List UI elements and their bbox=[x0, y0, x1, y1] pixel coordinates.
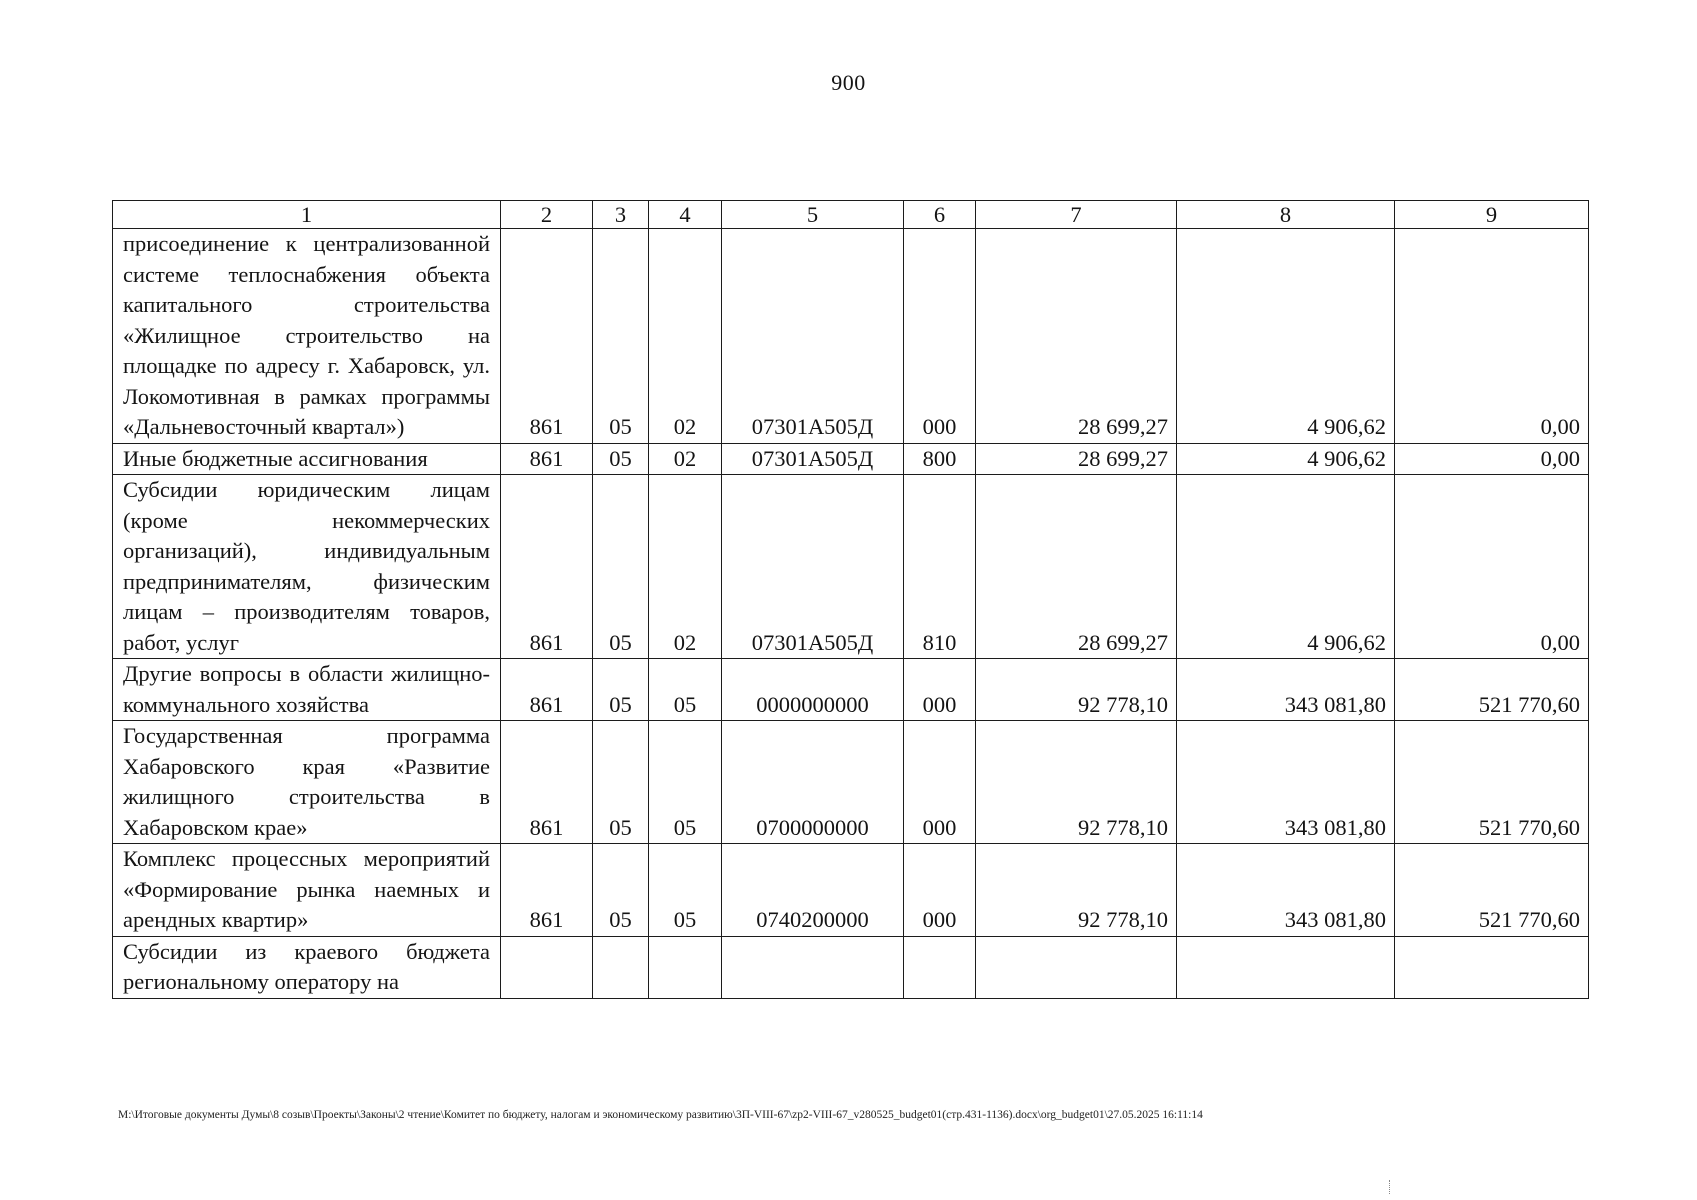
cell-col9: 521 770,60 bbox=[1395, 659, 1589, 721]
cell-col4 bbox=[649, 936, 722, 998]
page-number: 900 bbox=[831, 70, 866, 95]
cell-col5: 0000000000 bbox=[722, 659, 904, 721]
row-name: Иные бюджетные ассигнования bbox=[113, 443, 501, 475]
cell-col8: 343 081,80 bbox=[1177, 844, 1395, 937]
cell-col8: 343 081,80 bbox=[1177, 659, 1395, 721]
cell-col8: 4 906,62 bbox=[1177, 443, 1395, 475]
cell-col2: 861 bbox=[501, 659, 593, 721]
column-header: 9 bbox=[1395, 201, 1589, 229]
scan-artifact bbox=[1389, 1180, 1392, 1194]
row-name: Субсидии из краевого бюджета региональному оператору на bbox=[113, 936, 501, 998]
table-row bbox=[113, 229, 1589, 444]
cell-col2: 861 bbox=[501, 443, 593, 475]
column-header: 2 bbox=[501, 201, 593, 229]
cell-col6 bbox=[904, 936, 976, 998]
cell-col9: 0,00 bbox=[1395, 475, 1589, 659]
table-row bbox=[113, 659, 1589, 721]
cell-col5: 0740200000 bbox=[722, 844, 904, 937]
cell-col4: 05 bbox=[649, 844, 722, 937]
column-header: 3 bbox=[593, 201, 649, 229]
cell-col4: 02 bbox=[649, 475, 722, 659]
table-row bbox=[113, 475, 1589, 659]
cell-col8 bbox=[1177, 936, 1395, 998]
cell-col9: 0,00 bbox=[1395, 229, 1589, 444]
cell-col8: 4 906,62 bbox=[1177, 229, 1395, 444]
cell-col3: 05 bbox=[593, 443, 649, 475]
cell-col9: 521 770,60 bbox=[1395, 844, 1589, 937]
cell-col9 bbox=[1395, 936, 1589, 998]
cell-col5: 07301А505Д bbox=[722, 475, 904, 659]
cell-col4: 02 bbox=[649, 229, 722, 444]
cell-col4: 05 bbox=[649, 659, 722, 721]
cell-col7: 92 778,10 bbox=[976, 844, 1177, 937]
cell-col3: 05 bbox=[593, 475, 649, 659]
cell-col7: 92 778,10 bbox=[976, 659, 1177, 721]
cell-col9: 0,00 bbox=[1395, 443, 1589, 475]
row-name: Государственная программа Хабаровского края «Развитие жилищного строительства в Хабаровском крае» bbox=[113, 721, 501, 844]
table-header-row bbox=[113, 201, 1589, 229]
cell-col2: 861 bbox=[501, 475, 593, 659]
budget-table bbox=[112, 200, 1589, 999]
cell-col8: 4 906,62 bbox=[1177, 475, 1395, 659]
cell-col2: 861 bbox=[501, 844, 593, 937]
footer-file-path: M:\Итоговые документы Думы\8 созыв\Проекты\Законы\2 чтение\Комитет по бюджету, налогам и экономическому развитию\3П-VIII-67\zp2-VIII-67_v280525_budget01(стр.431-1136).docx\org_budget01\27.05.2025 16:11:14 bbox=[118, 1109, 1203, 1121]
cell-col5: 07301А505Д bbox=[722, 229, 904, 444]
cell-col3: 05 bbox=[593, 659, 649, 721]
table-row bbox=[113, 721, 1589, 844]
cell-col7 bbox=[976, 936, 1177, 998]
cell-col3: 05 bbox=[593, 721, 649, 844]
cell-col4: 02 bbox=[649, 443, 722, 475]
cell-col3 bbox=[593, 936, 649, 998]
cell-col6: 800 bbox=[904, 443, 976, 475]
cell-col9: 521 770,60 bbox=[1395, 721, 1589, 844]
cell-col6: 000 bbox=[904, 229, 976, 444]
cell-col8: 343 081,80 bbox=[1177, 721, 1395, 844]
column-header: 4 bbox=[649, 201, 722, 229]
row-name: Другие вопросы в области жилищно-коммунального хозяйства bbox=[113, 659, 501, 721]
cell-col3: 05 bbox=[593, 844, 649, 937]
cell-col6: 000 bbox=[904, 844, 976, 937]
table-row bbox=[113, 443, 1589, 475]
cell-col3: 05 bbox=[593, 229, 649, 444]
cell-col2: 861 bbox=[501, 229, 593, 444]
cell-col7: 92 778,10 bbox=[976, 721, 1177, 844]
column-header: 7 bbox=[976, 201, 1177, 229]
cell-col5 bbox=[722, 936, 904, 998]
column-header: 8 bbox=[1177, 201, 1395, 229]
cell-col5: 0700000000 bbox=[722, 721, 904, 844]
cell-col6: 000 bbox=[904, 659, 976, 721]
row-name: Комплекс процессных мероприятий «Формирование рынка наемных и арендных квартир» bbox=[113, 844, 501, 937]
row-name: Субсидии юридическим лицам (кроме некоммерческих организаций), индивидуальным предпринимателям, физическим лицам – производителям товаров, работ, услуг bbox=[113, 475, 501, 659]
column-header: 6 bbox=[904, 201, 976, 229]
cell-col2 bbox=[501, 936, 593, 998]
cell-col2: 861 bbox=[501, 721, 593, 844]
cell-col7: 28 699,27 bbox=[976, 443, 1177, 475]
row-name: присоединение к централизованной системе теплоснабжения объекта капитального строительства «Жилищное строительство на площадке по адресу г. Хабаровск, ул. Локомотивная в рамках программы «Дальневосточный квартал») bbox=[113, 229, 501, 444]
table-row bbox=[113, 844, 1589, 937]
cell-col4: 05 bbox=[649, 721, 722, 844]
cell-col5: 07301А505Д bbox=[722, 443, 904, 475]
cell-col6: 000 bbox=[904, 721, 976, 844]
cell-col6: 810 bbox=[904, 475, 976, 659]
cell-col7: 28 699,27 bbox=[976, 475, 1177, 659]
table-row bbox=[113, 936, 1589, 998]
column-header: 1 bbox=[113, 201, 501, 229]
cell-col7: 28 699,27 bbox=[976, 229, 1177, 444]
column-header: 5 bbox=[722, 201, 904, 229]
